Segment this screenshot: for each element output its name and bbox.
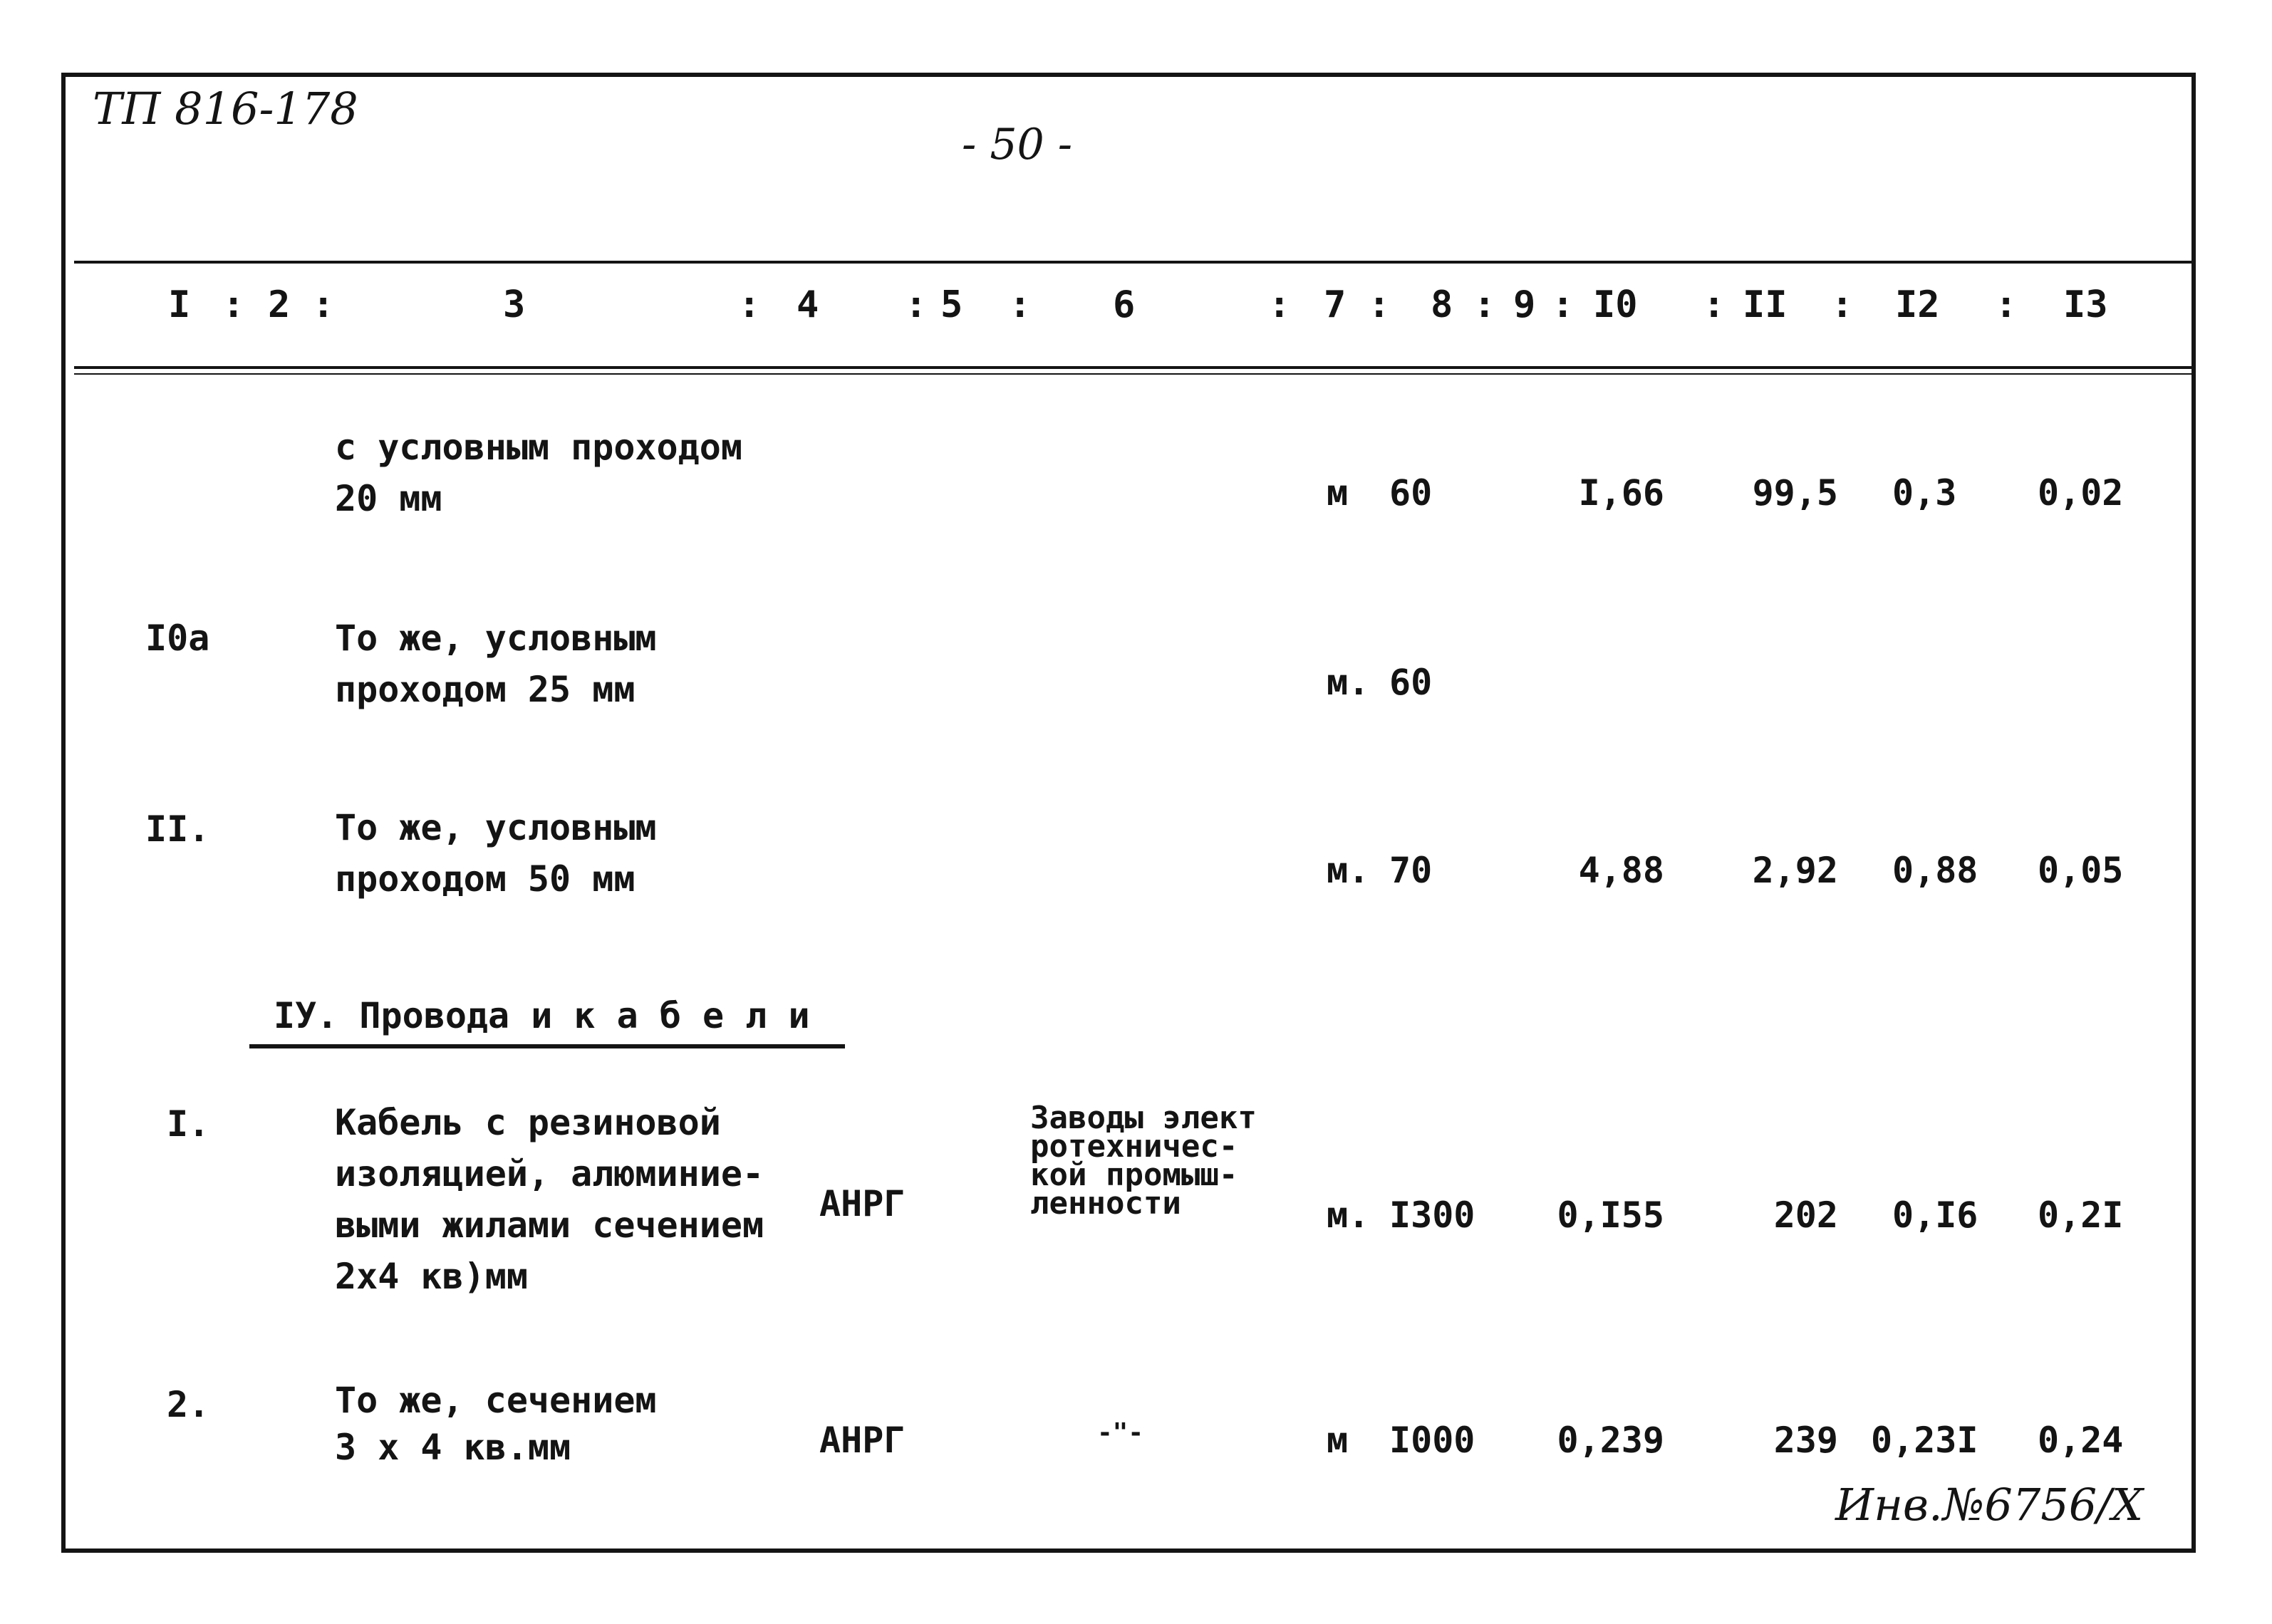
col-header-1: I: [168, 283, 191, 326]
row-number: I.: [167, 1103, 210, 1145]
col-header-4: 4: [797, 283, 819, 326]
doc-code: ТП 816-178: [93, 83, 358, 135]
row-description: Кабель с резиновой: [335, 1102, 721, 1143]
col-header-9: 9: [1513, 283, 1536, 326]
row-mark: АНРГ: [819, 1420, 906, 1461]
row-col8: I000: [1389, 1420, 1475, 1461]
row-col11: 239: [1773, 1420, 1838, 1461]
col-header-3: 3: [503, 283, 526, 326]
row-col12: 0,88: [1892, 850, 1978, 891]
row-col10: I,66: [1578, 472, 1664, 514]
row-col11: 2,92: [1752, 850, 1838, 891]
row-description: выми жилами сечением: [335, 1204, 764, 1246]
row-description: То же, сечением: [335, 1380, 657, 1421]
row-col13: 0,2I: [2038, 1194, 2124, 1236]
row-description: с условным проходом: [335, 427, 742, 468]
row-unit: м.: [1327, 662, 1370, 703]
row-mark: АНРГ: [819, 1183, 906, 1224]
row-number: II.: [145, 808, 210, 850]
row-col11: 202: [1773, 1194, 1838, 1236]
col-header-13: I3: [2063, 283, 2108, 326]
row-col11: 99,5: [1752, 472, 1838, 514]
row-unit: м.: [1327, 850, 1370, 891]
row-manufacturer-ditto: -"-: [1097, 1418, 1144, 1447]
header-top-rule: [74, 261, 2194, 264]
row-description: проходом 25 мм: [335, 669, 636, 710]
section-title: IУ. Провода и к а б е л и: [274, 995, 810, 1036]
row-description: изоляцией, алюминие-: [335, 1153, 764, 1194]
header-bottom-rule-thin: [74, 373, 2194, 375]
row-description: 2х4 кв)мм: [335, 1256, 528, 1297]
row-description: 20 мм: [335, 478, 442, 519]
row-manufacturer: ленности: [1030, 1185, 1181, 1222]
col-sep: :: [1009, 283, 1032, 326]
row-col10: 0,I55: [1557, 1194, 1664, 1236]
row-number: I0а: [145, 618, 210, 659]
col-header-7: 7: [1324, 283, 1347, 326]
col-sep: :: [1703, 283, 1726, 326]
row-description: 3 х 4 кв.мм: [335, 1427, 571, 1468]
row-manufacturer: кой промыш-: [1030, 1157, 1238, 1193]
col-sep: :: [1473, 283, 1496, 326]
row-col8: 70: [1389, 850, 1433, 891]
col-sep: :: [222, 283, 245, 326]
col-sep: :: [1995, 283, 2018, 326]
inventory-stamp: Инв.№6756/Х: [1835, 1479, 2144, 1531]
row-description: проходом 50 мм: [335, 858, 636, 900]
col-sep: :: [738, 283, 761, 326]
row-number: 2.: [167, 1384, 210, 1425]
row-unit: м: [1327, 1420, 1349, 1461]
col-header-2: 2: [268, 283, 291, 326]
row-manufacturer: Заводы элект: [1030, 1100, 1257, 1136]
row-col13: 0,05: [2038, 850, 2124, 891]
row-unit: м: [1327, 472, 1349, 514]
col-sep: :: [1368, 283, 1391, 326]
row-description: То же, условным: [335, 618, 657, 659]
row-col8: I300: [1389, 1194, 1475, 1236]
row-col12: 0,23I: [1871, 1420, 1978, 1461]
col-header-8: 8: [1431, 283, 1453, 326]
col-sep: :: [1831, 283, 1854, 326]
row-description: То же, условным: [335, 807, 657, 848]
col-sep: :: [905, 283, 928, 326]
section-title-underline: [249, 1044, 845, 1048]
row-col10: 0,239: [1557, 1420, 1664, 1461]
row-manufacturer: ротехничес-: [1030, 1128, 1238, 1165]
col-sep: :: [1268, 283, 1291, 326]
row-col12: 0,I6: [1892, 1194, 1978, 1236]
col-header-10: I0: [1593, 283, 1638, 326]
row-col8: 60: [1389, 662, 1433, 703]
col-sep: :: [1552, 283, 1575, 326]
row-unit: м.: [1327, 1194, 1370, 1236]
row-col10: 4,88: [1578, 850, 1664, 891]
row-col8: 60: [1389, 472, 1433, 514]
row-col13: 0,02: [2038, 472, 2124, 514]
col-sep: :: [312, 283, 335, 326]
row-col12: 0,3: [1892, 472, 1957, 514]
row-col13: 0,24: [2038, 1420, 2124, 1461]
col-header-11: II: [1743, 283, 1788, 326]
col-header-5: 5: [940, 283, 963, 326]
col-header-6: 6: [1113, 283, 1136, 326]
header-bottom-rule: [74, 366, 2194, 369]
page-number: - 50 -: [962, 120, 1073, 170]
col-header-12: I2: [1895, 283, 1940, 326]
